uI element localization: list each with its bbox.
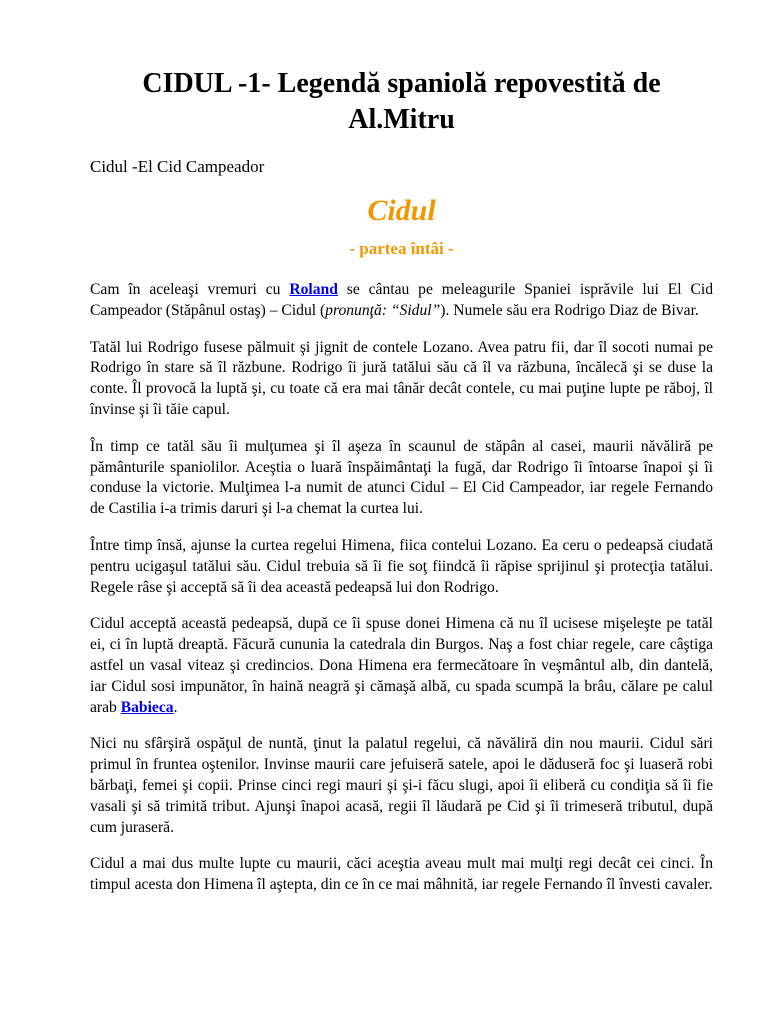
document-subtitle: Cidul -El Cid Campeador xyxy=(90,157,265,176)
paragraph-1-text-end: ). Numele său era Rodrigo Diaz de Bivar. xyxy=(440,301,699,319)
paragraph-1-text-middle: se cântau pe meleagurile Spaniei isprăvile lui El Cid Campeador (Stăpânul ostaş) – Cidul ( xyxy=(90,281,713,319)
document-page xyxy=(90,66,713,896)
roland-link[interactable]: Roland xyxy=(289,281,338,298)
paragraph-5-text: Cidul acceptă această pedeapsă, după ce îi spuse donei Himena că nu îl ucisese mişeleşte pe tatăl ei, ci în luptă dreaptă. Făcură cununia la catedrala din Burgos. Naş a fost chiar regele, care câştiga astfel un vasal viteaz şi credincios. Dona Himena era fermecătoare în veşmântul alb, din dantelă, iar Cidul sosi impunător, în haină neagră şi cămaşă albă, cu spada scumpă la brâu, călare pe calul arab xyxy=(90,615,713,716)
part-title: - partea întâi - xyxy=(349,239,454,258)
pronunciation-note: pronunţă: “Sidul” xyxy=(325,301,441,319)
paragraph-6: Nici nu sfârşiră ospăţul de nuntă, ţinut la palatul regelui, că năvăliră din nou maurii. Cidul sări primul în fruntea oştenilor. Invinse maurii care jefuiseră satele, apoi le dăduseră foc şi luaseră robi bărbaţi, femei şi copii. Prinse cinci regi mauri şi şi-i făcu slugi, apoi îi eliberă cu condiţia să îi fie vasali şi să trimită tribut. Ajunşi înapoi acasă, regii îl lăudară pe Cid şi îi trimeseră tributul, după cum juraseră. xyxy=(90,735,713,836)
paragraph-3: În timp ce tatăl său îi mulţumea şi îl aşeza în scaunul de stăpân al casei, maurii năvăliră pe pământurile spaniolilor. Aceştia o luară înspăimântaţi la fugă, dar Rodrigo îi întoarse înapoi şi îi conduse la victorie. Mulţimea l-a numit de atunci Cidul – El Cid Campeador, iar regele Fernando de Castilia i-a trimis daruri şi l-a chemat la curtea lui. xyxy=(90,437,713,518)
paragraph-7: Cidul a mai dus multe lupte cu maurii, căci aceştia aveau mult mai mulţi regi decât cei cinci. În timpul acesta don Himena îl aştepta, din ce în ce mai mâhnită, iar regele Fernando îl învesti cavaler. xyxy=(90,855,713,894)
babieca-link[interactable]: Babieca xyxy=(120,698,174,716)
paragraph-4: Între timp însă, ajunse la curtea regelui Himena, fiica contelui Lozano. Ea ceru o pedeapsă ciudată pentru ucigaşul tatălui său. Cidul trebuia să îi fie soţ fiindcă îi răpise sprijinul şi protecţia tatălui. Regele râse şi acceptă să îi dea această pedeapsă lui don Rodrigo. xyxy=(90,536,713,596)
paragraph-5-text-end: . xyxy=(173,698,178,716)
paragraph-1 xyxy=(90,280,713,322)
paragraph-1-text-start: Cam în aceleaşi vremuri cu xyxy=(90,281,290,298)
document-title: CIDUL -1- Legendă spaniolă repovestită de Al.Mitru xyxy=(142,68,661,135)
section-title: Cidul xyxy=(367,194,436,227)
paragraph-2: Tatăl lui Rodrigo fusese pălmuit şi jignit de contele Lozano. Avea patru fii, dar îl socoti numai pe Rodrigo în stare să îl răzbune. Rodrigo îi jură tatălui său că îl va răzbuna, încălecă şi se duse la conte. Îl provocă la luptă şi, cu toate că era mai tânăr decât contele, cu mai puţine lupte pe răboj, îl învinse şi îi tăie capul. xyxy=(90,338,713,418)
paragraph-5 xyxy=(90,614,713,718)
